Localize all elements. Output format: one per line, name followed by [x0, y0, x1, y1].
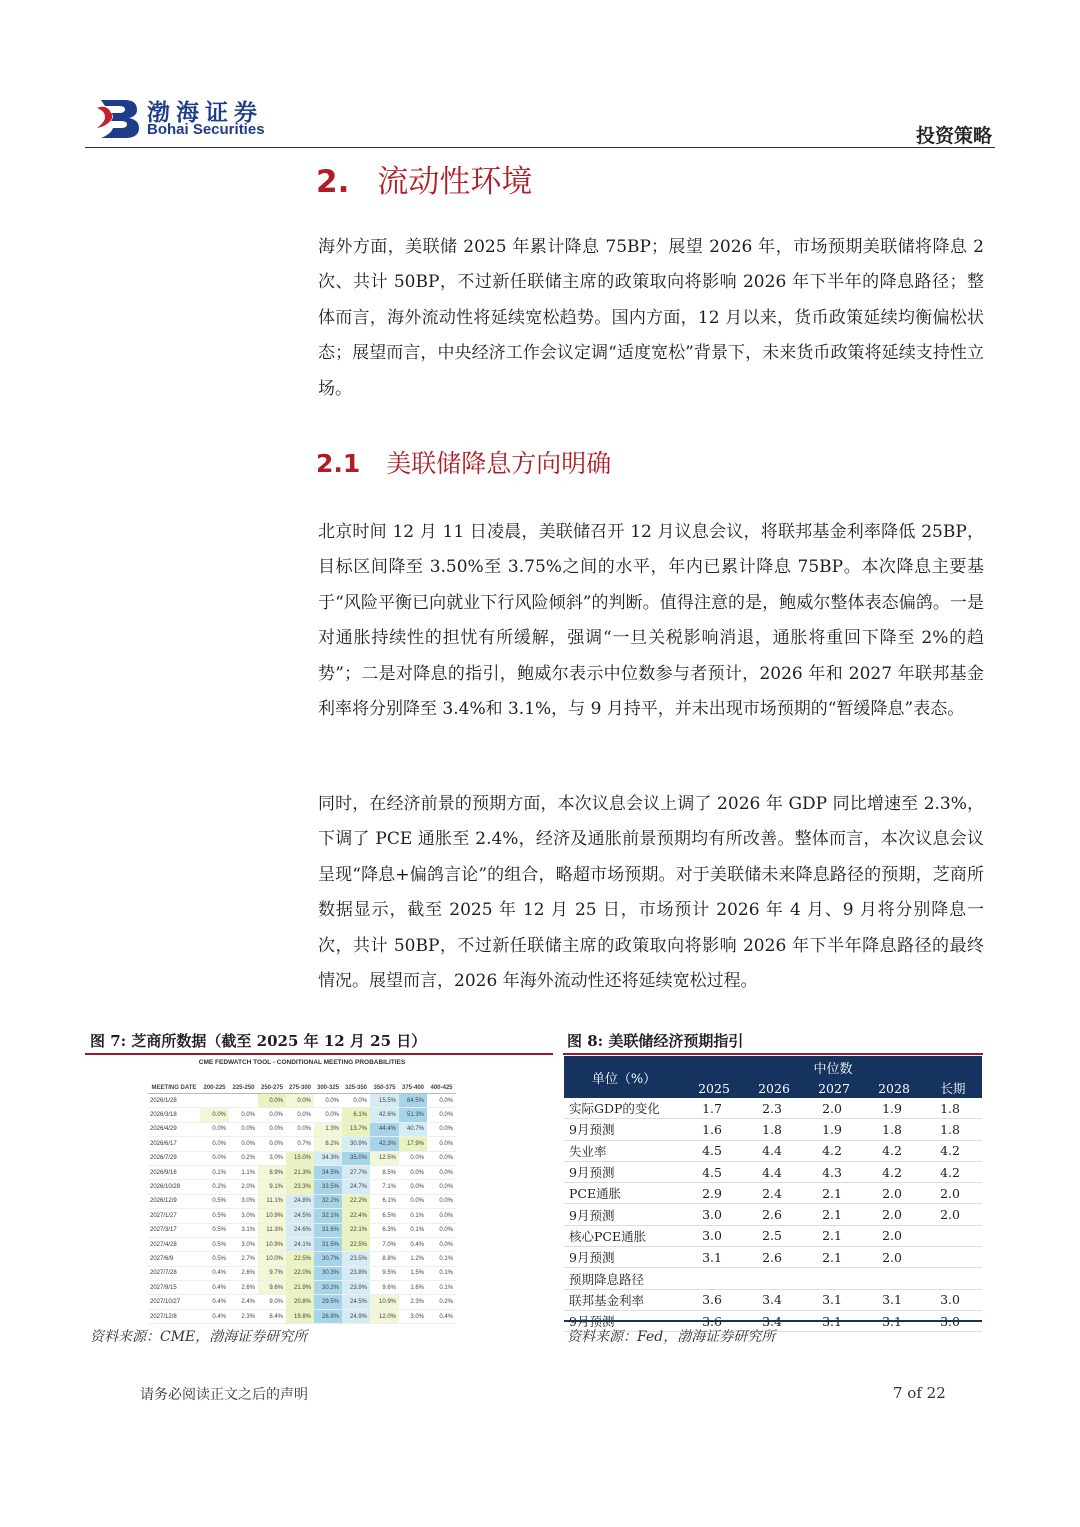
fedwatch-cell: 24.9%: [342, 1309, 370, 1323]
year-column-header: 2028: [864, 1078, 924, 1098]
fedwatch-cell: 0.0%: [314, 1094, 342, 1108]
projection-value: 3.0: [684, 1204, 744, 1225]
fedwatch-cell: 0.7%: [286, 1137, 314, 1151]
fedwatch-cell: 0.1%: [399, 1223, 427, 1237]
fedwatch-cell: 13.7%: [342, 1122, 370, 1136]
fedwatch-cell: 7.1%: [370, 1180, 399, 1194]
projection-value: 2.1: [804, 1204, 864, 1225]
fedwatch-cell: 0.0%: [258, 1094, 286, 1108]
fedwatch-cell: 3.0%: [258, 1151, 286, 1165]
fedwatch-cell: 9.5%: [370, 1266, 399, 1280]
fedwatch-cell: 19.8%: [286, 1309, 314, 1323]
fedwatch-cell: 3.1%: [229, 1223, 258, 1237]
subsection-title: 美联储降息方向明确: [386, 449, 612, 478]
projection-value: 3.6: [684, 1310, 744, 1331]
fedwatch-cell: 33.5%: [314, 1180, 342, 1194]
fedwatch-column-header: 225-250: [229, 1082, 258, 1094]
fedwatch-cell: 12.5%: [370, 1151, 399, 1165]
projection-row-label: 9月预测: [564, 1119, 684, 1140]
fedwatch-cell: 22.0%: [286, 1266, 314, 1280]
bohai-logo: [95, 94, 310, 142]
projection-value: 2.1: [804, 1183, 864, 1204]
projection-value: 2.3: [744, 1098, 804, 1119]
projection-value: [804, 1268, 864, 1289]
fedwatch-cell: 30.7%: [314, 1252, 342, 1266]
fedwatch-meeting-date: 2027/3/17: [148, 1223, 200, 1237]
fedwatch-cell: 27.7%: [342, 1165, 370, 1179]
fedwatch-cell: 21.9%: [286, 1281, 314, 1295]
fedwatch-cell: 84.5%: [399, 1094, 427, 1108]
fedwatch-row: [148, 1309, 456, 1323]
fedwatch-cell: 0.0%: [342, 1094, 370, 1108]
fedwatch-cell: 35.0%: [342, 1151, 370, 1165]
fedwatch-cell: 0.2%: [427, 1295, 456, 1309]
fedwatch-cell: 10.0%: [258, 1252, 286, 1266]
fedwatch-cell: 15.5%: [370, 1094, 399, 1108]
projection-value: 3.1: [864, 1289, 924, 1310]
fedwatch-cell: 42.6%: [370, 1108, 399, 1122]
fedwatch-cell: 11.3%: [258, 1223, 286, 1237]
projection-value: 3.4: [744, 1289, 804, 1310]
fedwatch-meeting-date: 2027/10/27: [148, 1295, 200, 1309]
subsection-number: 2.1: [316, 449, 361, 478]
fedwatch-cell: 0.1%: [200, 1165, 229, 1179]
fedwatch-row: [148, 1122, 456, 1136]
projection-value: 4.2: [924, 1140, 982, 1161]
fedwatch-cell: 31.5%: [314, 1237, 342, 1251]
fedwatch-cell: 3.0%: [399, 1309, 427, 1323]
fedwatch-cell: 30.2%: [314, 1281, 342, 1295]
fedwatch-cell: 0.4%: [200, 1309, 229, 1323]
fedwatch-cell: 0.0%: [427, 1165, 456, 1179]
fedwatch-cell: 0.0%: [399, 1165, 427, 1179]
fedwatch-cell: 6.3%: [370, 1223, 399, 1237]
figure7-caption: 图 7: 芝商所数据（截至 2025 年 12 月 25 日）: [90, 1032, 427, 1050]
projection-value: 2.0: [924, 1183, 982, 1204]
fedwatch-cell: 22.5%: [286, 1252, 314, 1266]
projection-row-label: 实际GDP的变化: [564, 1098, 684, 1119]
fedwatch-cell: 51.3%: [399, 1108, 427, 1122]
fedwatch-cell: 24.5%: [286, 1209, 314, 1223]
projection-value: 3.0: [684, 1225, 744, 1246]
fedwatch-column-header: 275-300: [286, 1082, 314, 1094]
fedwatch-cell: 10.9%: [370, 1295, 399, 1309]
projection-row-label: 失业率: [564, 1140, 684, 1161]
fedwatch-cell: 23.5%: [342, 1252, 370, 1266]
fedwatch-cell: 0.4%: [200, 1266, 229, 1280]
fedwatch-cell: 0.0%: [229, 1137, 258, 1151]
fedwatch-cell: 23.9%: [342, 1281, 370, 1295]
fedwatch-cell: 22.4%: [342, 1209, 370, 1223]
fedwatch-cell: 34.3%: [314, 1151, 342, 1165]
projection-value: 2.9: [684, 1183, 744, 1204]
fedwatch-column-header: 350-375: [370, 1082, 399, 1094]
figure7-source: 资料来源：CME，渤海证券研究所: [90, 1329, 308, 1345]
projection-value: 4.2: [864, 1161, 924, 1182]
fedwatch-cell: 3.0%: [229, 1194, 258, 1208]
fedwatch-cell: 2.4%: [229, 1295, 258, 1309]
fedwatch-cell: 0.0%: [258, 1137, 286, 1151]
projection-row: [564, 1140, 982, 1161]
median-header: 中位数: [684, 1056, 982, 1078]
projection-row: [564, 1204, 982, 1225]
projection-value: 1.9: [804, 1119, 864, 1140]
fedwatch-cell: 24.8%: [286, 1194, 314, 1208]
fedwatch-meeting-date: 2026/3/18: [148, 1108, 200, 1122]
projection-row: [564, 1161, 982, 1182]
fedwatch-row: [148, 1252, 456, 1266]
projection-row: [564, 1183, 982, 1204]
fedwatch-cell: 30.3%: [314, 1266, 342, 1280]
projection-value: 2.0: [864, 1204, 924, 1225]
fedwatch-cell: 0.0%: [200, 1137, 229, 1151]
fedwatch-cell: 0.0%: [427, 1108, 456, 1122]
projection-row: [564, 1268, 982, 1289]
projection-value: 4.5: [684, 1140, 744, 1161]
fedwatch-cell: 24.1%: [286, 1237, 314, 1251]
fedwatch-cell: 0.1%: [399, 1209, 427, 1223]
fedwatch-cell: 0.4%: [399, 1237, 427, 1251]
fedwatch-cell: 3.0%: [229, 1237, 258, 1251]
subsection-heading: [316, 444, 611, 480]
fedwatch-meeting-date: 2027/12/8: [148, 1309, 200, 1323]
projection-value: 4.2: [804, 1140, 864, 1161]
fedwatch-cell: 21.3%: [286, 1165, 314, 1179]
fedwatch-meeting-date: 2027/6/9: [148, 1252, 200, 1266]
section-heading: [316, 156, 532, 201]
fedwatch-cell: 6.5%: [370, 1209, 399, 1223]
fedwatch-cell: 0.0%: [427, 1137, 456, 1151]
fedwatch-meeting-date: 2027/1/27: [148, 1209, 200, 1223]
fedwatch-cell: 24.5%: [342, 1295, 370, 1309]
fedwatch-column-header: 300-325: [314, 1082, 342, 1094]
projection-value: 2.4: [744, 1183, 804, 1204]
year-column-header: 2027: [804, 1078, 864, 1098]
fedwatch-cell: 0.0%: [258, 1108, 286, 1122]
fedwatch-cell: 32.1%: [314, 1209, 342, 1223]
figure8-source: 资料来源：Fed，渤海证券研究所: [567, 1329, 776, 1345]
unit-header: 单位（%）: [564, 1056, 684, 1098]
fedwatch-cell: 0.4%: [427, 1309, 456, 1323]
fedwatch-cell: 0.0%: [399, 1194, 427, 1208]
year-column-header: 2025: [684, 1078, 744, 1098]
fedwatch-row: [148, 1266, 456, 1280]
figure7-caption-rule: [85, 1053, 553, 1055]
fedwatch-cell: 22.2%: [342, 1194, 370, 1208]
fedwatch-row: [148, 1209, 456, 1223]
header-section-label: 投资策略: [915, 125, 992, 147]
year-column-header: 长期: [924, 1078, 982, 1098]
fedwatch-cell: 0.0%: [427, 1151, 456, 1165]
projection-value: 3.1: [864, 1310, 924, 1331]
fedwatch-meeting-date: 2026/1/28: [148, 1094, 200, 1108]
fedwatch-cell: 0.0%: [200, 1108, 229, 1122]
projection-value: 4.5: [684, 1161, 744, 1182]
header-divider: [85, 147, 995, 148]
fed-projections-table: [564, 1056, 982, 1332]
projection-value: 1.8: [864, 1119, 924, 1140]
projection-value: 2.6: [744, 1247, 804, 1268]
fedwatch-cell: 0.1%: [427, 1281, 456, 1295]
projection-value: 1.8: [924, 1119, 982, 1140]
projection-value: 2.0: [864, 1225, 924, 1246]
fedwatch-meeting-date: 2027/7/28: [148, 1266, 200, 1280]
fedwatch-cell: [229, 1094, 258, 1108]
fedwatch-cell: 0.5%: [200, 1252, 229, 1266]
projection-value: 4.3: [804, 1161, 864, 1182]
fedwatch-cell: 8.2%: [314, 1137, 342, 1151]
fedwatch-cell: 6.1%: [342, 1108, 370, 1122]
projection-value: [924, 1225, 982, 1246]
fedwatch-cell: 44.4%: [370, 1122, 399, 1136]
fedwatch-cell: 0.0%: [427, 1094, 456, 1108]
fedwatch-cell: 0.0%: [427, 1180, 456, 1194]
fedwatch-cell: 0.0%: [286, 1108, 314, 1122]
projection-value: 3.1: [684, 1247, 744, 1268]
fedwatch-meeting-date: 2026/7/29: [148, 1151, 200, 1165]
projection-row: [564, 1098, 982, 1119]
fedwatch-cell: 10.9%: [258, 1209, 286, 1223]
fedwatch-row: [148, 1137, 456, 1151]
fedwatch-cell: 0.0%: [427, 1237, 456, 1251]
projection-value: [744, 1268, 804, 1289]
fedwatch-meeting-date: 2027/4/28: [148, 1237, 200, 1251]
projection-row-label: 9月预测: [564, 1310, 684, 1331]
fedwatch-cell: 9.0%: [258, 1295, 286, 1309]
fedwatch-cell: 3.0%: [229, 1209, 258, 1223]
fedwatch-cell: 20.8%: [286, 1295, 314, 1309]
fedwatch-header-row: [148, 1082, 456, 1094]
fedwatch-cell: 8.9%: [258, 1165, 286, 1179]
projection-value: 4.2: [924, 1161, 982, 1182]
fedwatch-row: [148, 1180, 456, 1194]
fedwatch-row: [148, 1151, 456, 1165]
fedwatch-cell: 8.4%: [258, 1309, 286, 1323]
fedwatch-cell: 17.9%: [399, 1137, 427, 1151]
fedwatch-cell: [200, 1094, 229, 1108]
projection-row: [564, 1225, 982, 1246]
fedwatch-cell: 34.5%: [314, 1165, 342, 1179]
year-column-header: 2026: [744, 1078, 804, 1098]
fedwatch-cell: 0.0%: [427, 1209, 456, 1223]
fedwatch-cell: 8.5%: [370, 1165, 399, 1179]
projection-value: 4.4: [744, 1161, 804, 1182]
fedwatch-cell: 0.0%: [200, 1122, 229, 1136]
fedwatch-cell: 8.8%: [370, 1252, 399, 1266]
fedwatch-column-header: 375-400: [399, 1082, 427, 1094]
projection-value: 1.8: [924, 1098, 982, 1119]
fedwatch-cell: 23.8%: [342, 1266, 370, 1280]
fedwatch-cell: 1.6%: [399, 1281, 427, 1295]
fedwatch-cell: 12.0%: [370, 1309, 399, 1323]
fedwatch-row: [148, 1237, 456, 1251]
fedwatch-cell: 0.0%: [427, 1223, 456, 1237]
fedwatch-meeting-date: 2026/6/17: [148, 1137, 200, 1151]
fedwatch-cell: 0.4%: [200, 1281, 229, 1295]
figure8-bottom-rule: [564, 1320, 982, 1322]
projection-value: 3.0: [924, 1289, 982, 1310]
fedwatch-row: [148, 1165, 456, 1179]
fedwatch-meeting-date: 2026/12/9: [148, 1194, 200, 1208]
fedwatch-table: [148, 1082, 456, 1324]
figure8-caption: 图 8: 美联储经济预期指引: [567, 1032, 744, 1050]
fedwatch-cell: 0.5%: [200, 1237, 229, 1251]
fedwatch-cell: 2.3%: [229, 1309, 258, 1323]
body-paragraph-2: 同时，在经济前景的预期方面，本次议息会议上调了 2026 年 GDP 同比增速至 2.3%，下调了 PCE 通胀至 2.4%，经济及通胀前景预期均有所改善。整体而言，本次议息会议呈现“降息+偏鸽言论”的组合，略超市场预期。对于美联储未来降息路径的预期，芝商所数据显示，截至 2025 年 12 月 25 日，市场预计 2026 年 4 月、9 月将分别降息一次，共计 50BP，不过新任联储主席的政策取向将影响 2026 年下半年降息路径的最终情况。展望而言，2026 年海外流动性还将延续宽松过程。: [318, 794, 984, 992]
projection-value: 4.4: [744, 1140, 804, 1161]
fedwatch-cell: 10.9%: [258, 1237, 286, 1251]
fedwatch-row: [148, 1295, 456, 1309]
fedwatch-cell: 0.2%: [229, 1151, 258, 1165]
fedwatch-column-header: 250-275: [258, 1082, 286, 1094]
fedwatch-cell: 0.0%: [229, 1122, 258, 1136]
projection-row-label: 核心PCE通胀: [564, 1225, 684, 1246]
projection-value: 3.0: [924, 1310, 982, 1331]
fedwatch-column-header: 325-350: [342, 1082, 370, 1094]
projection-value: 2.6: [744, 1204, 804, 1225]
projection-value: 2.0: [804, 1098, 864, 1119]
fedwatch-cell: 0.1%: [427, 1266, 456, 1280]
bohai-logo-mark-icon: [95, 94, 141, 140]
fedwatch-cell: 40.7%: [399, 1122, 427, 1136]
fedwatch-cell: 0.5%: [200, 1194, 229, 1208]
fedwatch-cell: 24.7%: [342, 1180, 370, 1194]
fedwatch-cell: 30.9%: [342, 1137, 370, 1151]
fedwatch-cell: 9.7%: [258, 1266, 286, 1280]
projection-value: 1.6: [684, 1119, 744, 1140]
fedwatch-cell: 1.5%: [399, 1266, 427, 1280]
projection-value: 3.1: [804, 1310, 864, 1331]
fedwatch-cell: 15.0%: [286, 1151, 314, 1165]
fedwatch-cell: 0.0%: [200, 1151, 229, 1165]
fedwatch-cell: 29.5%: [314, 1295, 342, 1309]
fedwatch-cell: 42.3%: [370, 1137, 399, 1151]
fedwatch-cell: 0.5%: [200, 1223, 229, 1237]
section-intro-paragraph: 海外方面，美联储 2025 年累计降息 75BP；展望 2026 年，市场预期美联储将降息 2 次、共计 50BP，不过新任联储主席的政策取向将影响 2026 年下半年的降息路径；整体而言，海外流动性将延续宽松趋势。国内方面，12 月以来，货币政策延续均衡偏松状态；展望而言，中央经济工作会议定调“适度宽松”背景下，未来货币政策将延续支持性立场。: [318, 237, 984, 399]
fedwatch-cell: 0.0%: [399, 1180, 427, 1194]
projection-value: 2.0: [924, 1204, 982, 1225]
projection-row: [564, 1289, 982, 1310]
logo-chinese-name: 渤海证券: [147, 100, 263, 126]
fedwatch-cell: 2.7%: [229, 1252, 258, 1266]
fedwatch-cell: 7.0%: [370, 1237, 399, 1251]
fedwatch-cell: 23.3%: [286, 1180, 314, 1194]
projection-value: 3.4: [744, 1310, 804, 1331]
projection-row: [564, 1247, 982, 1268]
fedwatch-cell: 2.6%: [229, 1266, 258, 1280]
fedwatch-cell: 0.0%: [229, 1108, 258, 1122]
fedwatch-cell: 1.3%: [314, 1122, 342, 1136]
fedwatch-cell: 31.6%: [314, 1223, 342, 1237]
logo-english-name: Bohai Securities: [147, 121, 265, 138]
body-paragraph-1: 北京时间 12 月 11 日凌晨，美联储召开 12 月议息会议，将联邦基金利率降低 25BP，目标区间降至 3.50%至 3.75%之间的水平，年内已累计降息 75BP。本次降息主要基于“风险平衡已向就业下行风险倾斜”的判断。值得注意的是，鲍威尔整体表态偏鸽。一是对通胀持续性的担忧有所缓解，强调“一旦关税影响消退，通胀将重回下降至 2%的趋势”；二是对降息的指引，鲍威尔表示中位数参与者预计，2026 年和 2027 年联邦基金利率将分别降至 3.4%和 3.1%，与 9 月持平，并未出现市场预期的“暂缓降息”表态。: [318, 522, 984, 720]
fedwatch-column-header: 200-225: [200, 1082, 229, 1094]
projection-value: 2.1: [804, 1225, 864, 1246]
fedwatch-cell: 11.1%: [258, 1194, 286, 1208]
section-title: 流动性环境: [377, 164, 533, 200]
fedwatch-meeting-date: 2026/9/16: [148, 1165, 200, 1179]
fedwatch-cell: 9.6%: [258, 1281, 286, 1295]
fedwatch-row: [148, 1094, 456, 1108]
projection-value: 4.2: [864, 1140, 924, 1161]
fedwatch-cell: 0.0%: [258, 1122, 286, 1136]
fedwatch-cell: 22.1%: [342, 1223, 370, 1237]
figure8-caption-rule: [563, 1053, 983, 1055]
fedwatch-cell: 1.2%: [399, 1252, 427, 1266]
fedwatch-cell: 0.0%: [427, 1194, 456, 1208]
projection-value: 1.7: [684, 1098, 744, 1119]
fedwatch-cell: 32.2%: [314, 1194, 342, 1208]
fedwatch-cell: 9.6%: [370, 1281, 399, 1295]
fedwatch-cell: 1.1%: [229, 1165, 258, 1179]
projection-value: 3.1: [804, 1289, 864, 1310]
projection-row-label: 9月预测: [564, 1204, 684, 1225]
fedwatch-cell: 0.0%: [314, 1108, 342, 1122]
projection-row-label: 9月预测: [564, 1161, 684, 1182]
fedwatch-cell: 28.8%: [314, 1309, 342, 1323]
fedwatch-cell: 0.5%: [200, 1209, 229, 1223]
projection-row-label: 9月预测: [564, 1247, 684, 1268]
projection-row-label: 预期降息路径: [564, 1268, 684, 1289]
fedwatch-cell: 0.0%: [286, 1094, 314, 1108]
fedwatch-cell: 0.4%: [200, 1295, 229, 1309]
projection-value: 1.9: [864, 1098, 924, 1119]
projection-value: [924, 1268, 982, 1289]
footer-disclaimer: 请务必阅读正文之后的声明: [140, 1387, 308, 1403]
projection-value: [684, 1268, 744, 1289]
fedwatch-cell: 2.0%: [229, 1180, 258, 1194]
projection-value: [924, 1247, 982, 1268]
fedwatch-row: [148, 1108, 456, 1122]
projection-value: 2.0: [864, 1183, 924, 1204]
fedwatch-meeting-date: 2027/9/15: [148, 1281, 200, 1295]
fedwatch-cell: 0.0%: [286, 1122, 314, 1136]
fedwatch-cell: 0.1%: [427, 1252, 456, 1266]
fedwatch-cell: 22.5%: [342, 1237, 370, 1251]
fedwatch-meeting-date: 2026/10/28: [148, 1180, 200, 1194]
fedwatch-cell: 2.6%: [229, 1281, 258, 1295]
projection-row-label: 联邦基金利率: [564, 1289, 684, 1310]
fedwatch-cell: 0.2%: [200, 1180, 229, 1194]
fedwatch-cell: 6.1%: [370, 1194, 399, 1208]
fedwatch-cell: 9.1%: [258, 1180, 286, 1194]
projection-value: [864, 1268, 924, 1289]
page-number: 7 of 22: [893, 1384, 946, 1402]
cme-fedwatch-image: [148, 1056, 456, 1320]
projection-value: 2.1: [804, 1247, 864, 1268]
fedwatch-cell: 0.0%: [427, 1122, 456, 1136]
projection-row-label: PCE通胀: [564, 1183, 684, 1204]
fedwatch-row: [148, 1223, 456, 1237]
projection-row: [564, 1119, 982, 1140]
projection-value: 2.0: [864, 1247, 924, 1268]
fedwatch-column-header: 400-425: [427, 1082, 456, 1094]
fedwatch-row: [148, 1281, 456, 1295]
fedwatch-title: CME FEDWATCH TOOL - CONDITIONAL MEETING PROBABILITIES: [198, 1059, 406, 1066]
fedwatch-cell: 24.6%: [286, 1223, 314, 1237]
fedwatch-column-header: MEETING DATE: [148, 1082, 200, 1094]
fedwatch-meeting-date: 2026/4/29: [148, 1122, 200, 1136]
fedwatch-row: [148, 1194, 456, 1208]
fedwatch-cell: 0.0%: [399, 1151, 427, 1165]
projection-value: 2.5: [744, 1225, 804, 1246]
fedwatch-cell: 2.3%: [399, 1295, 427, 1309]
section-number: 2.: [316, 164, 350, 200]
projection-value: 1.8: [744, 1119, 804, 1140]
projection-value: 3.6: [684, 1289, 744, 1310]
